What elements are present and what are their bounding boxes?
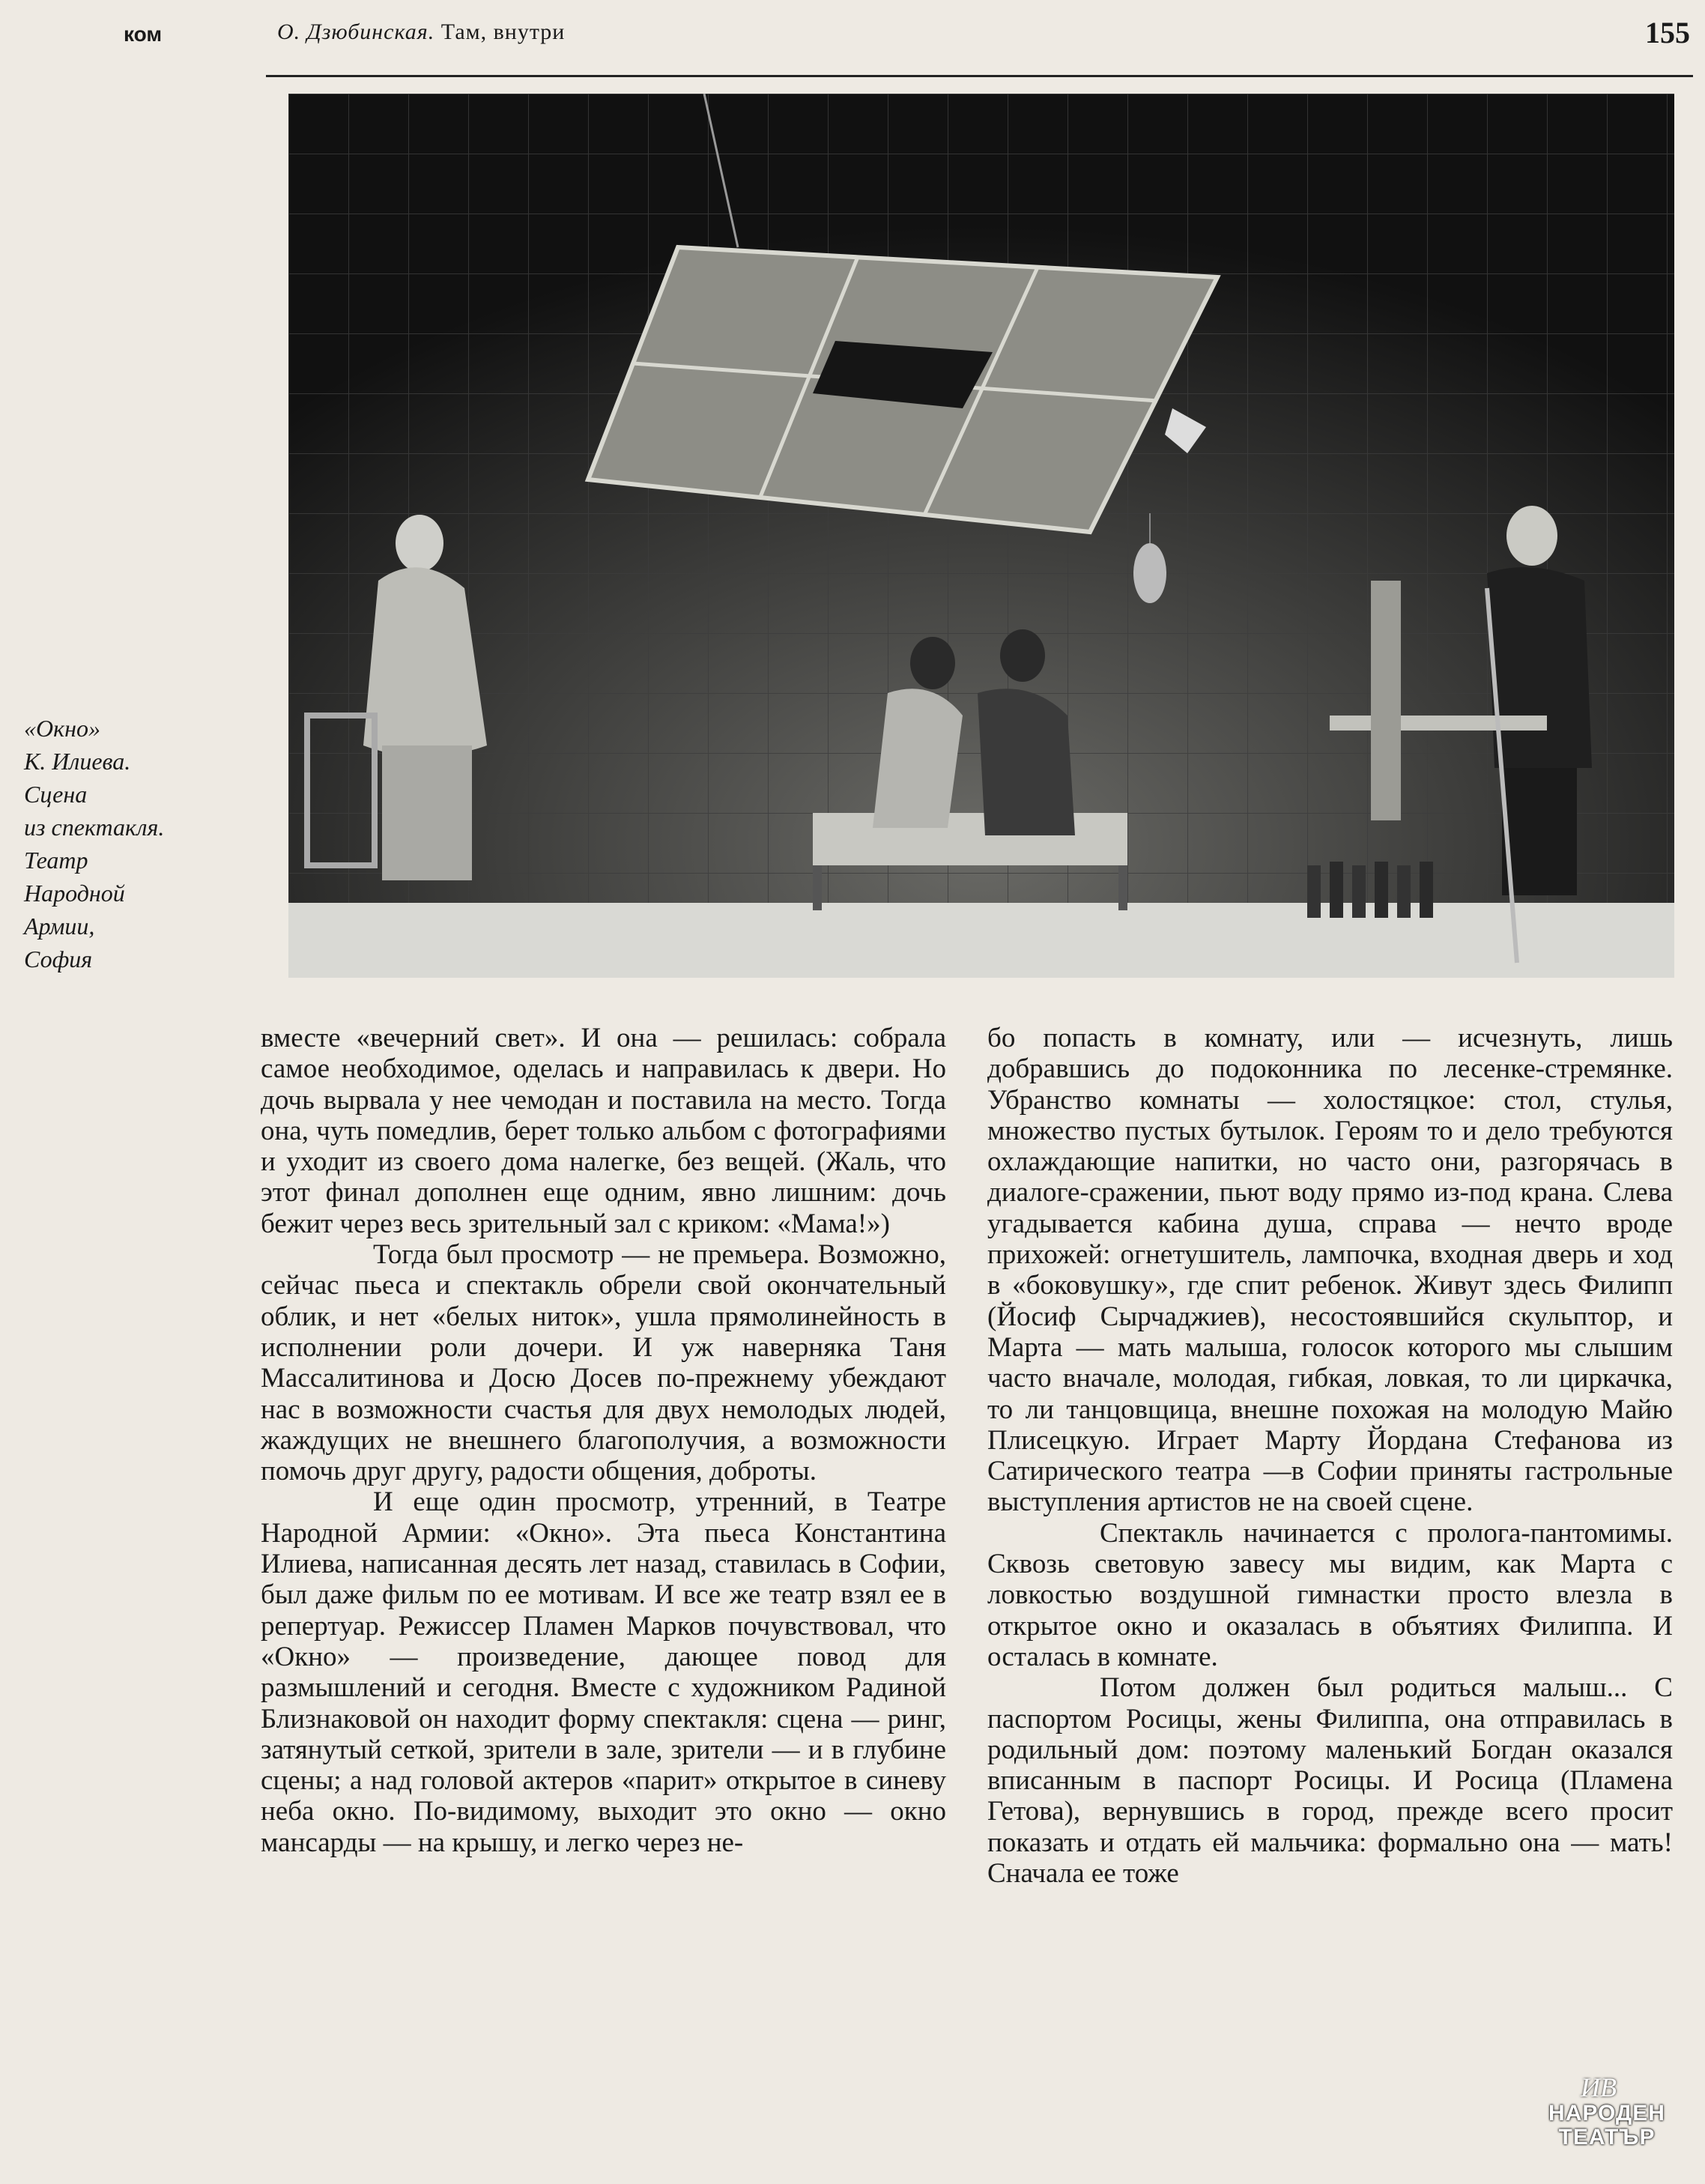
stamp-line: НАРОДЕН — [1548, 2101, 1665, 2126]
theatre-watermark-stamp — [1528, 2072, 1686, 2162]
caption-line: Армии, — [24, 913, 95, 940]
paragraph: Потом должен был родиться малыш... С паспортом Росицы, жены Филиппа, она отправилась в родильный дом: поэтому маленький Богдан оказался вписанным в паспорт Росицы. И Росица (Пламена Гетова), вернувшись в город, прежде всего просит показать и отдать ей мальчика: формально она — мать! Сначала ее тоже — [987, 1672, 1673, 1890]
running-head-fragment: ком — [124, 22, 163, 46]
paragraph: Тогда был просмотр — не премьера. Возможно, сейчас пьеса и спектакль обрели свой окончательный облик, и нет «белых ниток», ушла прямолинейность в исполнении роли дочери. И уж наверняка Таня Массалитинова и Досю Досев по-прежнему убеждают нас в возможности счастья для двух немолодых людей, жаждущих не внешнего благополучия, а возможности помочь друг другу, радости общения, доброты. — [261, 1239, 946, 1487]
stage-photo — [288, 94, 1674, 978]
caption-line: К. Илиева. — [24, 748, 131, 775]
text-column-right — [987, 1023, 1673, 1889]
stamp-monogram: ИВ — [1581, 2072, 1617, 2102]
caption-line: «Окно» — [24, 715, 100, 742]
running-head-citation — [277, 19, 565, 45]
photo-caption — [24, 712, 211, 975]
caption-line: из спектакля. — [24, 814, 165, 841]
caption-line: Сцена — [24, 781, 88, 808]
caption-line: Народной — [24, 880, 125, 907]
hanging-lamp — [1133, 543, 1166, 603]
caption-line: Театр — [24, 847, 88, 874]
text-column-left — [261, 1023, 946, 1858]
stamp-line: ТЕАТЪР — [1558, 2125, 1656, 2150]
caption-line: София — [24, 946, 93, 972]
paragraph: И еще один просмотр, утренний, в Театре Народной Армии: «Окно». Эта пьеса Константина Илиева, написанная десять лет назад, ставилась в Софии, был даже фильм по ее мотивам. И все же театр взял ее в репертуар. Режиссер Пламен Марков почувствовал, что «Окно» — произведение, дающее повод для размышлений и сегодня. Вместе с художником Радиной Близнаковой он находит форму спектакля: сцена — ринг, затянутый сеткой, зрители в зале, зрители — и в глубине сцены; а над головой актеров «парит» открытое в синеву неба окно. По-видимому, выходит это окно — окно мансарды — на крышу, и легко через не- — [261, 1486, 946, 1858]
page-number: 155 — [1645, 16, 1690, 49]
paragraph: бо попасть в комнату, или — исчезнуть, лишь добравшись до подоконника по лесенке-стремянке. Убранство комнаты — холостяцкое: стол, стулья, множество пустых бутылок. Героям то и дело требуются охлаждающие напитки, но часто они, разгорячась в диалоге-сражении, пьют воду прямо из-под крана. Слева угадывается кабина душа, справа — нечто вроде прихожей: огнетушитель, лампочка, входная дверь и ход в «боковушку», где спит ребенок. Живут здесь Филипп (Йосиф Сырчаджиев), несостоявшийся скульптор, и Марта — мать малыша, голосок которого мы слышим часто вначале, молодая, гибкая, ловкая, то ли циркачка, то ли танцовщица, внешне похожая на молодую Майю Плисецкую. Играет Марту Йордана Стефанова из Сатирического театра —в Софии приняты гастрольные выступления артистов не на своей сцене. — [987, 1023, 1673, 1518]
running-header — [0, 15, 1705, 67]
paragraph: Спектакль начинается с пролога-пантомимы. Сквозь световую завесу мы видим, как Марта с ловкостью воздушной гимнастки просто влезла в открытое окно и оказалась в объятиях Филиппа. И осталась в комнате. — [987, 1517, 1673, 1672]
stage-photo-image — [288, 94, 1674, 978]
running-head-author: О. Дзюбинская. — [277, 19, 435, 44]
header-rule — [266, 75, 1693, 77]
stamp-text — [1528, 2102, 1686, 2150]
paragraph: вместе «вечерний свет». И она — решилась: собрала самое необходимое, оделась и направилась к двери. Но дочь вырвала у нее чемодан и поставила на место. Тогда она, чуть помедлив, берет только альбом с фотографиями и уходит из своего дома налегке, без вещей. (Жаль, что этот финал дополнен еще одним, явно лишним: дочь бежит через весь зрительный зал с криком: «Мама!») — [261, 1023, 946, 1239]
running-head-title: Там, внутри — [440, 19, 566, 44]
